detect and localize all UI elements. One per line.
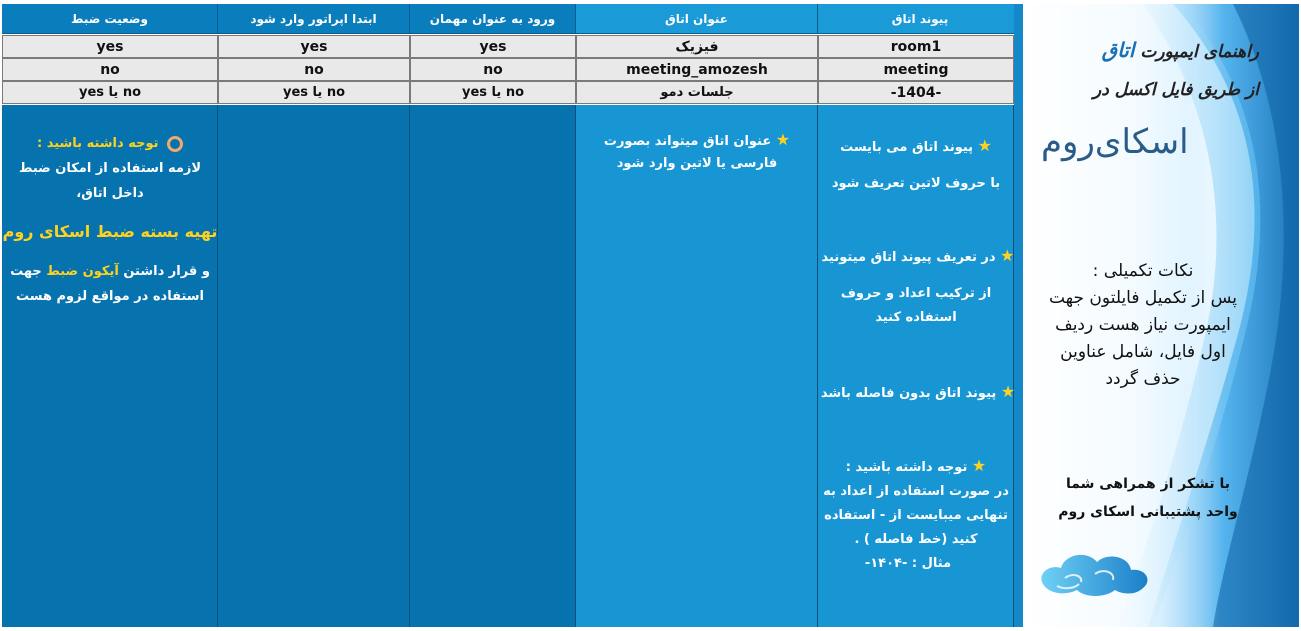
link-note-2b: از ترکیب اعداد و حروف bbox=[840, 286, 992, 301]
column-body-operator[interactable] bbox=[218, 105, 410, 627]
star-icon: ★ bbox=[977, 136, 992, 155]
guide-notes-l3: اول فایل، شامل عناوین bbox=[1060, 342, 1226, 362]
cell-r2-guest[interactable]: no bbox=[410, 58, 576, 81]
guide-thanks-l2: واحد پشتیبانی اسکای روم bbox=[1058, 504, 1238, 520]
record-note-l1: لازمه استفاده از امکان ضبط bbox=[18, 161, 202, 176]
link-note-4c: تنهایی میبایست از - استفاده bbox=[824, 508, 1008, 523]
cell-r2-record[interactable]: no bbox=[2, 58, 218, 81]
record-note-l4: استفاده در مواقع لزوم هست bbox=[15, 289, 205, 304]
guide-title-line2: از طریق فایل اکسل در bbox=[1093, 80, 1259, 100]
guide-panel bbox=[1023, 4, 1299, 627]
ring-icon bbox=[167, 136, 183, 152]
link-note-2c: استفاده کنید bbox=[875, 310, 957, 325]
header-operator-first[interactable]: ابتدا اپراتور وارد شود bbox=[218, 4, 410, 34]
header-record-status[interactable]: وضعیت ضبط bbox=[2, 4, 218, 34]
guide-title-pre: راهنمای ایمپورت bbox=[1140, 42, 1259, 62]
record-note-l3 bbox=[2, 260, 218, 284]
skyroom-logo-text: اسکای‌روم bbox=[1041, 122, 1189, 162]
star-icon: ★ bbox=[971, 456, 987, 475]
cell-r2-operator[interactable]: no bbox=[218, 58, 410, 81]
guide-notes-l1: پس از تکمیل فایلتون جهت bbox=[1048, 288, 1237, 308]
record-note-highlight: تهیه بسته ضبط اسکای روم bbox=[2, 222, 218, 241]
guide-notes bbox=[1023, 258, 1263, 393]
title-note-1 bbox=[580, 128, 814, 154]
column-body-title[interactable] bbox=[576, 105, 818, 627]
cell-r3-record[interactable]: yes یا no bbox=[2, 81, 218, 104]
link-note-4b: در صورت استفاده از اعداد به bbox=[823, 484, 1009, 499]
star-icon: ★ bbox=[1000, 246, 1015, 265]
cell-r3-title[interactable]: جلسات دمو bbox=[576, 81, 818, 104]
star-icon: ★ bbox=[1000, 382, 1016, 401]
cell-r1-record[interactable]: yes bbox=[2, 35, 218, 58]
cell-r3-operator[interactable]: yes یا no bbox=[218, 81, 410, 104]
cell-r1-link[interactable]: room1 bbox=[818, 35, 1014, 58]
link-note-2a: در تعریف پیوند اتاق میتونید bbox=[821, 250, 996, 265]
guide-notes-l4: حذف گردد bbox=[1105, 369, 1181, 389]
cell-r3-guest[interactable]: yes یا no bbox=[410, 81, 576, 104]
record-note-heading bbox=[2, 132, 218, 156]
link-note-1 bbox=[818, 134, 1014, 160]
header-guest-login[interactable]: ورود به عنوان مهمان bbox=[410, 4, 576, 34]
link-note-3-text: پیوند اتاق بدون فاصله باشد bbox=[820, 386, 997, 401]
link-note-4 bbox=[818, 454, 1014, 480]
record-note-l3-pre: و قرار داشتن bbox=[123, 264, 210, 279]
guide-notes-heading: نکات تکمیلی : bbox=[1092, 261, 1194, 281]
column-gutter bbox=[1014, 4, 1023, 627]
link-note-4d: کنید (خط فاصله ) . bbox=[854, 532, 978, 547]
cell-r2-link[interactable]: meeting bbox=[818, 58, 1014, 81]
record-note-l3-highlight: آیکون ضبط bbox=[46, 264, 119, 279]
header-room-link[interactable]: پیوند اتاق bbox=[818, 4, 1023, 34]
header-room-title[interactable]: عنوان اتاق bbox=[576, 4, 818, 34]
link-note-4e: مثال : -۱۴۰۴- bbox=[864, 556, 952, 571]
guide-notes-l2: ایمپورت نیاز هست ردیف bbox=[1055, 315, 1231, 335]
cell-r1-title[interactable]: فیزیک bbox=[576, 35, 818, 58]
record-note-heading-text: توجه داشته باشید : bbox=[36, 136, 159, 151]
cell-r2-title[interactable]: meeting_amozesh bbox=[576, 58, 818, 81]
cell-r1-guest[interactable]: yes bbox=[410, 35, 576, 58]
link-note-2 bbox=[818, 244, 1018, 270]
skyroom-cloud-logo bbox=[1035, 544, 1155, 604]
column-body-guest[interactable] bbox=[410, 105, 576, 627]
record-note-l2: داخل اتاق، bbox=[76, 186, 144, 201]
link-note-4a: توجه داشته باشید : bbox=[845, 460, 968, 475]
guide-title bbox=[1102, 38, 1259, 62]
cell-r1-operator[interactable]: yes bbox=[218, 35, 410, 58]
title-note-1-text: عنوان اتاق میتواند بصورت bbox=[603, 134, 772, 149]
star-icon: ★ bbox=[775, 130, 791, 149]
guide-thanks bbox=[1033, 470, 1263, 526]
guide-title-accent: اتاق bbox=[1101, 38, 1135, 62]
link-note-1b: با حروف لاتین تعریف شود bbox=[831, 176, 1001, 191]
cell-r3-link[interactable]: -1404- bbox=[818, 81, 1014, 104]
link-note-3 bbox=[818, 380, 1018, 406]
link-note-1a: پیوند اتاق می بایست bbox=[840, 140, 974, 155]
record-note-l3-post: جهت bbox=[10, 264, 42, 279]
guide-thanks-l1: با تشکر از همراهی شما bbox=[1065, 476, 1231, 492]
title-note-2: فارسی یا لاتین وارد شود bbox=[616, 156, 778, 171]
